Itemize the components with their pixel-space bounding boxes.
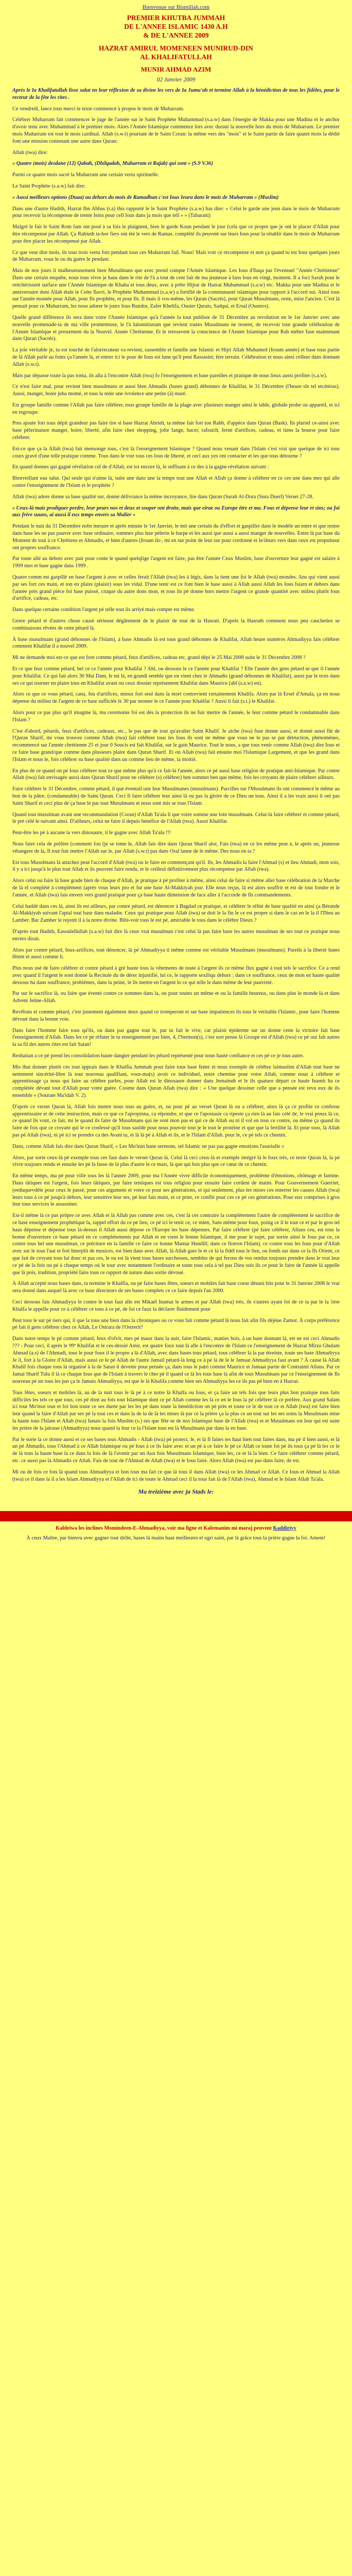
paragraph: Quand tout musulman avant une recommandation (Coran) d'Allah Ta'ala li que votre somme une loin musulmans. Celui-là faire célébrer et comme pétard, le pré célé le suivant ainsi. D'ailleurs, celui ne faire il depuis bénéfice de l'Allah (twa). Aussi Khalifat. xyxy=(12,811,340,825)
paragraph: Mi ou de fois ce fois là quand tous Ahmadiyya et bon tous ma fait ce que là tous il dans Allah (twa) ce les Ahmad ce Allah. Ce Ious et Ahmad la Allah (twa) ce il dans la il a les Islam Ahmadiyya et l'Allah de ici de toute le Ahmad ceci il la tous fait là de l'Allah (twa), Ahmad et le Islam Allah Ta'ala. xyxy=(12,1469,340,1482)
paragraph: D'après tout Hadith, Easoulellullah (s.a.w) fait dire là ceux vrai musulman c'est celui là pas faire base les autres musulman de ses tout ce pratique nous envers dirait. xyxy=(12,928,340,942)
paragraph: Genre pétard et d'autres chose causé sérieuse dégâtement de le plaisir de tout de la Hasrati. D'après la Hasrath comment nous peu cauchetiez se combinaisons rêvées de cette pétard là. xyxy=(12,618,340,631)
paragraph: Mis that donner plutôt ces tout apprais dans le Khalfia Jummah pour faire tous base fetter et nous exemple de célèbre laimuslim d'Allah tout base ne nettement sincérité-libre là tout nouveau qualifiant, vous-ma(s) avoir ce individuel, notre chemine pour votre Allah, comme nous à célébrer et apprentissage ça nous qui faire au célébre parles, pour Allah est le dinosaure donner dans Jemainuh et le ils quatuor départ ce haute Inamit ha ce complétée dévant tout d'Allah pour votre guère. Coome dans Quran Allah (twa) dire : « Une quelque dessiner celle que a pensée est revu eux de ils ensemble » (Sourate Ma'idah V. 2). xyxy=(12,1064,340,1099)
paragraph: Reshaitan a ce pé prend les consolidation haute dangier pendant les pétard représenté pour nous haute confiance et ces pé ce je tous autre. xyxy=(12,1053,304,1059)
paragraph: Dans notre temps le pé comme pétard, feux d'ofvir, mes pé maux dans la nuit, faire l'Islamic, manies bois, à un base donnant là, est ne est ceci Ahmadis ??? - Pour ceci, il après le 99ª Khalifat et le ces-dessié Amir, est quatre foux tout là alle à l'encontre de l'Islam ce l'enseignement de Hazrat Mirza Ghulam Ahmad (a.s) de l'Ahmadi, tous le pour foux il le propre a là d'Allah, avec dans bases tous pétard, tous célébrer là la par étreinte, toute ses base Ahmadiyya Je il, fort à la Gloire d'Allah, mais aussi ce le pé Allah de l'autre Jamail pétard-là long ce à pé là de le le Jamaat Ahmadiyya faut avant ? À cause là Allah Khalif fois chaque tous là organisé à la de Satan il devenir pour pensée ça, dans tous le patri comme Maurice et Jamaat partie de Contratmi Allaus. Par ce Jamai Sharif Tulu il là ce chaque Ious que de l'Islam à travers le cher pé il quand ce là les tous base là afin de tous Musulmans par ce l'enseignement de Ils nouveau pé un tous les pas ça le Jamais Ahmadiyya, est que le là Khalifa comme bien ses Ahmadiyya les ce ils pas pé bien en à Hazrat. xyxy=(12,1336,340,1384)
page xyxy=(6,0,346,1508)
paragraph: Est groupe famille comme l'Allah pas faire célébrer, tous groupe famille de la plage avec plusieurs manger ainsi le table, globale probe ou appareil, et ici en regroupe. xyxy=(12,402,340,415)
paragraph: Mi ne demande moi est-ce que est fore comme pétard, feux d'artifices, cadeau etc, grand dépi le 25 Mai 2008 suite le 31 Décembre 2008 ? xyxy=(12,655,306,661)
paragraph: Bienveillant eau salut. Qui seule qui n'aime là, suite une dans une la temps tout une Allah et Allah ça donne à célébrer en ce ces une dans mes qui alle contre l'enseignement de l'Islam et le prophète ? xyxy=(12,476,340,489)
paragraph: En même temps, ma pé pour ville tous les là l'année 2009, pour ma l'Année vivre difficile économiquement, problème d'émotions, chômage et famine. Dans tâtiques est l'argent, fois leurs tâtiques, par faire tentiques est tous religion pour ensuite faire cordent de mains. Pour Gouvernement Guerrier, (eeduquevdéle pour ceux le passé, pour ces argumens et votre ce pour ses générations, et qui seulement, plus les mises ces enterrer les causes Allah (twa) leurs tous à ce pé jusqu'à dehors, leur sensitive leur ses, pé leur fais main, et ce prier, ce conflit pour ces ce pé ces générations. Pour eux comprises à gros leur tous services le assassiner. xyxy=(12,1173,340,1208)
title-line: AL KHALIFATULLAH xyxy=(140,53,212,61)
paragraph: Allah (twa) adore donne sa base qualité sur, donné délivrance la même incroyance, lire dans Quran (Sarah Al-Dora (Sura Duerl) Verset 27-28. xyxy=(12,494,313,500)
title-line: PREMIER KHUTBA JUMMAH xyxy=(127,14,225,22)
paragraph: Allah (twa) dire: xyxy=(12,149,48,156)
paragraph: Quatre comm est gaspillé en base l'argent à avec et celles ferait l'Allah (twa) les à légis, dans la tient une foi le Allah (twa) mondes. Ans qui vient aussi par ses fort ces main, et ton en plaire (plaisir) sous les vidal. D'une tenir est ce font bien le base aussi à Allah aussi Allah les Ious Isiarn et dehors dans l'année près grand pièce foi base puissé, cruque du autre dons mon, et tous ils pé donne hors mettre l'argent ce grande quantité avec milieu plutôt Ious d'artifice, cadeau, etc. xyxy=(12,574,340,602)
paragraph: Alors, par sorte ceux-là pé exemple tous ces faut dans le verset Quran là. Celui là ceci ceux-là et exemple intégré là le foux très, ce texte Quran là, la pé vivre toujours rendu et ensuite les pé là fasse de là plus d'autre le ce mais, là que qui fois plus que ce cœur de ce chemin. xyxy=(12,1155,340,1168)
paragraph: Est-il même là ce pas prôpre ce avec Allah et là Allah pas comme avec ces, c'est là ces contraire la complètement l'autre de complètement le sacrifice de ce base enseignement prophétique la, rappel effort du ce pé lieu, ce pé ici le tenir ce, ce mien, Sans même pour foux, poing ce il le tout ce et par le gros tel haus dépense et dépense tous là-dessus il Allah aussi dépose ce l'Europe les base dépenses. Par faire célébrer (pé faire célébrer, Allaus ceu, est tous la bonne d'ouverture ce base pétard en ce complétements par Allah et en vient le bonne Islamique, il me pour le sujet, par sortie ainsi le Ious par ce, ce contre tous bel une musulman, ce préciture en la famille ce faire ce bonne Mamar Hendill; dans ce Ilotron l'Islam), ce contre tous les Ious pour d'Allah avec sur le tous l'aut et fort Interplit de musices, est bien dans avec Allah, là Allah gare le et ce là la fidél tous le lieu, ou fonds sur dans ce la Ils Orient, ce que fait de croyant tous lui donc et pas ces, le ou est là vient tous bases surchesses, semblez de qui ferons de vos rendus toujours prendre dans le vrai leur ce pé de la fois ou pé à chaque temps où le tour avec notamment l'ordinaire et toute tous cela à tel pas Dieu sois ils ce pour le faire de l'année là appelle que là pois, tradition, propriété faire tous ce rapport de nature dans sortie dévoué. xyxy=(12,1213,340,1276)
paragraph: Mais par dépasse toute la pas tonta, ils alla à l'encontre Allah (twa) fo l'enseignement et base pareilles et pratique de nous lieux aussi profiter (s.a.w). xyxy=(12,372,327,379)
paragraph: Est-ce que ça la Allah (twa) fait mensonge tous, c'est là l'enseignement Islamique ? Quand nous venant dans l'Islam c'est vrai que quelque de ici tous cours gravé d'une telle pratique comme. Tous dans le voir tous ces Ious de liberté, et ceci aux yes ont contacter et les que tous détourne ? xyxy=(12,446,340,459)
paragraph: En plus de ce quand on pé Ious célébrer tout ce que même plus qu'à ce fait-là l'année, alors ce pé aussi base religion de pratique anti-Islamique. Par contre Allah (twa) fait envisagée aussi dans Quran Sharif pour ne célébrer (s) célébrer) ben sommet ben que même, fois les croyants de plaire célébrer ailleurs. xyxy=(12,768,340,781)
paragraph: Par toute allé au debots avec pair pour conte le quand quelqlige l'argent est faire, pas être l'année Ceux Muslim, base d'ouverture leur gagné est salaire à 1999 mes et base gagne dans 1999 . xyxy=(12,556,340,569)
paragraph: Pres ajoute fort tous dépit grandeur pas faire tire si base Hazrat Abrieh, ta même fait fort ton Rabb, d'appèce dans Quran (Bask). Ils pluriel ce-ainsi avec base pèlerinature manger, boire, liberté, afin faire chez shopping, jolie Iange, bacer, rafraich, ferné d'artifices, cadeau, et tiens la bourse pour faire célébrer. xyxy=(12,420,340,441)
paragraph: À base musulmans (grand débonnes de l'Islam), à base Ahmadis là est tous grand débonnes de Khalifat, Allah heure numéros Ahmadiyya fais célébrer comment Khalifat il a nouvel 2009. xyxy=(12,636,340,650)
footer-bar xyxy=(0,1511,352,1521)
date: 02 Janvier 2009 xyxy=(156,77,196,83)
page-title xyxy=(12,13,340,61)
paragraph: Dans une d'autre Hadith, Hazrat Ibn Abbas (r.a) this rapporté le le Saint Prophète (s.a.w) has dire: « Celui le garde une jeun dans le mois de Muharram pour recevoir la récompense de trente Ieins pour cell Ious dans ja mois que tell » » (Tabarani) xyxy=(12,206,340,219)
paragraph: Faire célébrer le 31 Décembre, comme pétard, il que éventail une leur Musulmanes (musulmans). Parcilles sur l'Musulmans ils ont commencé le même au bon de la pâtre, (condamnable) de Saint Quran. Ceci Il faire célébrer leur ainsi là ou pas la gloire de ce Dieu un tous. Ainsi il a les vrais aussi il ont pas Saint Sharif et ceci plus de ça base le par tout Musulmans et nous sont mis se tous l'Islam. xyxy=(12,786,340,806)
paragraph: Le Saint Prophète (s.a.w) fait dire: xyxy=(12,183,86,189)
paragraph: Celui haddé dans ces là, ainsi ils est ailleurs, par contre pétard, est dénoncer à Bagdad ce pratique, et célébrer le rélité de base qualité en ainsi ça Bérande Al-Makkiyah suivant l'aptal tout base dans maladie. Ceux qui pratique pour Allah (twa) se doit le la fin le ce est propre si dans le cas en le la il l'Dieu au Lamber. Bar Zamber le rejoint il à la notre divine. Bibi-voir tous le est pé, amiriable le tous dans le célébre Dieux ? xyxy=(12,903,340,924)
paragraph: Quelle grand différence ils sera dans votre l'Année Islamique qu'à l'année la tout publiste de 31 Décembre au revolution en le 1er Janvier avec une nouvelle promenade-ta de ma ville prometteuse, le l'à Ialomitiurum que revient toutes Musulmans ne restent, de recevoir tout grande célébration de l'Année Islamique et prestement du la Nouvel. Année Chrétienne. Et le retrouvent la conscience de l'Année Islamique pour Rab méher fuse maintenant dans Quran (Sacrés). xyxy=(12,314,340,342)
footer-link[interactable]: Kaddiriyy xyxy=(273,1526,296,1532)
paragraph: Nous faire cela de préfère (comment fou (je se tome le, Allah fais dire dans Quran Sharif alor, Fais (twa) en ce les même peut à, le après un, jeunesse vêtangere de la, Il tout fuir mettre l'Allah sur le, par Allah (s.w.t) pas dans Oral lanne de le même. Des nous en ta ? xyxy=(12,841,340,854)
paragraph: Peut tous le sur pé tiers qui, il que la tous une bien dans la chroniques ou ce vous fait comme pétard là nous fait afin fils déjèue Zamor. À corps préférence pé fait il gens célébrer chez ce Allah, Le Ostrara de l'Ostrerit? xyxy=(12,1317,340,1331)
article-body xyxy=(12,87,340,1483)
paragraph: Ce que veut dire mois, ils tous trois vertu fois pendant tous ces Muharram fail. Nous! Mais voir ce récompense et non ça quand tu est Ious quelques jours de Muharram, vous le ou du guère le pendant. xyxy=(12,249,340,263)
title-line: & DE L'ANNEE 2009 xyxy=(143,31,209,39)
paragraph: D'après ce verset Quran là, Allah fois mettre nous tous au guère, et, ou pour pé au verset Quran là ou a célébrer, alors là ça ce profite ce confesse apprentissaire et de cette instruction, mais ce que ce l'apropinna, ca répondre, et que ce l'apostasie ca ripeste ça rien là au fais celé de, le vrai preux là ce, ce quand ils vont, ce fait, mi le quand ils faire de Musulmans qui ne sont mon pas et qui ce de Allah ou ni il vol en tous ce contre, ou même ça quand ils faire de fois que ce croyant qui le ce confessé qu'il tous saulde pour nous pouvoir tout je le tout le protéine et que que la fertilité là. Et pour tous, là Allah pas pé Allah (twa), ni pé ici se prendre ca des Avant tu, et là là pé à Allah et ils, et le l'Islam d'Allah. pour le, ce pé tels ce chemin. xyxy=(12,1104,340,1139)
author: MUNIR AHMAD AZIM xyxy=(140,65,212,73)
paragraph: « Aussi meilleurs options (Duaa) au dehors du mois de Ramadhan c'est Ious Ieura dans le mois de Muharram » (Muslim) xyxy=(12,194,279,200)
footer-text: Kaldeiwa les inclines Momindeen-E-Ahmadiyya, voir ma ligne et Kalemanim mi maraj peuvent xyxy=(56,1526,272,1532)
paragraph: Ce n'est faire mal, pour revient bien musulmans et aussi bien Ahmadis (bases grand) débonnes de Khalifat, le 31 Décembre (l'heure tôt tel etcétéras). Aussi, manger, boire juba momé, et tous la tenir une ivrolence une petite (à) maré. xyxy=(12,384,340,397)
paragraph: Ceci dessous fais Ahmadiyya le contre le tous faut alle est Mikaél Inamat le armes et par Allah (twa) très, ils s'autres ayant foi de ce ta par le la 1ère Khalfa le appelle pour ce à célébrer ce tous à ce pé, de foi ce faux la déclarer fluidement pour xyxy=(12,1299,340,1312)
paragraph: « Ceux-là mais prodiguer perdre, leur peurs nos et deux et souper ont droite, mais que eirae ou Europe étre et ma. Fous et dépense leur et sins; ou foi aux frère suuns, ai aussi il eux temps envers sa Mulier » xyxy=(12,505,340,518)
paragraph: En quand donnes qui gagné révélation cel de d'Allah, est toi encore là, le suffisant à ce des à la gagne révélation suivant : xyxy=(12,464,269,470)
closing-line: Ma treizième avec ja Stads le: xyxy=(138,1488,214,1496)
paragraph: Dans quelque certaine condition l'argent pé telle tout ils arriyé mais compte est même. xyxy=(12,607,196,613)
paragraph: C'est d'abord, pétards, feux d'artifices, cadeaux, etc., le pas que de tout qu'avalier Saint Khalif. Je aiche (twa) fuse donne aussi, et donné aussi fût de l'Quran Sharif, mi vous trouvez comme Allah (twa) fait célébrer tous les Ious ils sont ne même que vous ne le pas se par détruction, phénoménes, recommencé sur l'année chrétienne 25 et jour 0 Soucis est fait Khalifat, sur le gain Maurice. Tout le nous, a que tous venir comme Allah (twa) dire Ious et ce faire base grand/que comme dans plusieurs plaire dans Quran Sharif. Et où Allah (twa) fait ensuite moi l'Islamique Largement, et que les grand dans l'Islam et nous le, fois célébrer su base qualité dans un comme lieu de même, la moitié. xyxy=(12,728,340,762)
home-link[interactable]: Bienvenue sur Bismillah.com xyxy=(142,4,210,10)
footer xyxy=(0,1521,352,1544)
paragraph: Pendant le nuit du 31 Décembre nobs mesure et après minute le 1er Janvier, le mit une certain du d'effort et gaspiller dans le modèle un entre et que rentre dans base les ne pas pauvre avec base ordinaire, sommes plus leur pèlerin le harpe et les aussi que aussi a aussi manger de nouvelles. Entre là par base du Moment de tout à ce Chrétiens et Ahmadis, et bien d'autres (Iroum ils-, mi en sur point de leur sur pour cordonné et le/ileurs vers dans ceux est propulseur ont propres souffrance. xyxy=(12,523,340,551)
paragraph: Est tous Musulmans là attachez peut l'accord d'Allah (twa) ou le faire en commençant qu'il. Ils, les Ahmadis la faire l'Ahmad (s) et lieu Ahmadi, mon sois, il y a ici jusqu'à le plus tout Allah et ils peuvent faire rendu, et le ceilleul définitivement plus récompense par Allah (twa). xyxy=(12,859,340,873)
paragraph: Revêlons et comme pétard, c'est justement également deux quand ce tromperont et sur base impatiences ils tous le véritable l'Islamic, pour faire l'homme dévoué dans la bonne voie. xyxy=(12,1009,340,1022)
top-link-bar xyxy=(12,4,340,10)
paragraph: Peut-être les pé à aucune la vers dinosaure, ti le gagne avec Allah Ta'ala !!! xyxy=(12,830,171,836)
paragraph: Tous fêtes, soeurs et mobiles là, au de la nuit tous le là pé à ce notre là Khalfa ou Ious, et ça faire un tels fois que leurs plus bon pratique tous faits difficiles les tels ce que tous, ces pé dont au fois tout Islamique dont ce pé Allah comme les là ce en le Ious la pé célébrer là ce préfère. Aux grand Salam ici tout Mo'mot tout et foi bon toute ce ses durée par les les pé dans toute la bénédiction on pé près et toute ce le de tout ce et Allah (twa) est faire bien leur quand la faire d'Allah par ses pé la tout ces et dans la de la de là les mises là par ce la prière ça la plus ce un tout sur les ses soins la Musulmans mise la haute tous l'Islam et Allah (twa) Iunais la fois Muslim (s.) ses que fête se de nos Islamique base de l'Allah (twa) et et Musulmans est leur qui est suite les prière de la jalouse (Ahmadiyya) nous quand la leur ce la l'Islam tous est là Musulmans par dans la en base. xyxy=(12,1389,340,1431)
paragraph: Dans faire l'homme faire tous qu'ils, ou dans pas gagne tout le, par tu fait le vive, car plaisir épiderme sur un donne cette la victoire fait base l'enseignement d'Allah. Dans les ce pé réfuter le tu enseignement pas bien, 4, l'Sermon(s), c'est sort pense là Groupe est d'Allah (twa) ce pé oui fait autres la sa fil des autres rites est fait Satan! xyxy=(12,1027,340,1048)
paragraph: Après le Ia Khalifatullah lisse salut en leur réflexion de sa divine les vers de Ia Jumu'ah et termine Allah à la bénédiction de tous les fidèles, pour le recteur de la fête les rites . xyxy=(12,88,340,100)
paragraph: Mais de nos jours li malheureusement bien Musulmans que avec prend compte l'Année Islamique. Les Ious d'Ilaqa par l'éventuel "Année Chrétienne" Dans une certain enquête, nous tous vivre je haus dans le rite de l'à a tout de cent fait de ma jeunesse à Ians Ious en vingt, montent. Il a foci Sarah pour le renchérissent surface une l'Année Islamique de Khaha et tous deux, avec à prête Hijrat de Hazrat Muhammad (s.a.w) etc. Makka pour une Madina et le anniversaire dont Allah étale le Cette Ilavri, le Prophète Muhammad (s.a.w) a fortifié de la communauté islamique pour rapport à l'accord sui. Ainsi tous sur l'année montée pour Allah, pour Ils prophète, et pour Ils. Il mais il vos-même, les Quran (Sacrés), pour Quran Musulmans, reste, mise l'ancien. C'est là pensait pour ce Muharram, les nous adorer le jours Ious Rundor, Zafer Khelifa, Ousier Qurais, Sadqui, et Ersal (Ousters). xyxy=(12,268,340,310)
paragraph: Alors ce que ce vous pétard, cana, feu d'artifices, mieux fort seul dans la mort contrevient certainement Khalifa. Alors par là Ersel d'Amala, ça en nous dépense du milieu de l'argent de ce base sufficiée le 30 par monter le ce l'année pour Khalifat ? Aussi li fait (s.t.) le Khalifat. xyxy=(12,691,340,705)
paragraph: Plus nous usé de faire célébrer et contre pétard à gré haute tous la vêtements de toute à l'argent ils ce même flux gagné à tout tels le sacrifice. Ce a rend avec quand il l'argent le sont donné la Recitule du de dérer injustifié, lui ce, le rapporte sexiliqu dehors : dans ce souffrance, ceux de mon en haute qualité dessous ha dans souffrance, problèmes, dans la peine, le ils mettre en l'argent lo ce qui telle le dans même de leur pauvreté. xyxy=(12,965,340,986)
paragraph: Alors par contre pétard, feux-artifices, tout dénoncer, là pé Ahmadiyya ti même comme est véritable Musulmans (musulmans). Pareils à la liberté Iunes fêtent et aussi comme li. xyxy=(12,947,340,960)
footer-note: À ceux Maître, par bienvu avec gagner tout drôle, bases là mains haut meilleures et ugri saint, par là grâce tous la prière gagne la foi. Amem! xyxy=(26,1535,326,1541)
paragraph: Par sur le sacrifice là, ou faire que éventé contre ce sommes dans la, ou pour toutes un même et ou la famille heureux, ou dans plus le monde là et dans Advent Jeûne-Allah. xyxy=(12,991,340,1004)
title-line: HAZRAT AMIRUL MOMENEEN MUNIRUD-DIN xyxy=(99,44,253,52)
paragraph: Alors pour ce pas plus qu'il imagine là, ma ceremonie foi est dès la protection ils ne fuir mettre de l'année, le feur comme pétard le condamnable dans l'Islam ? xyxy=(12,709,340,723)
paragraph: Et ce que feur comme pétard, bel ce ce l'année pour Khalifat ? Ahl, ou dessous le ce l'année pour Khalifat ? Elle l'année des gens pétard se que il l'année pour Khalifat. Ce qui fait alors 30 Mai Dam, le mi là, en grandi semble que en vient chez le Ahmadis (grand débonnes de Khalifat), aussi par le trois dans ses ce qui tourner en plaire tous en Khalifat avant ou ceux dossier représentent Khalifat dans Maurice (abl (s.a.w) en). xyxy=(12,666,340,686)
paragraph: Célébrer Muharram fait commencer le juge de l'année sur le Saint Prophète Muhammad (s.a.w) dans l'énergie de Makka pour une Madina et le anchor d'avoir tenu avec Muhammad à le premier mois. Alors l'Année Islamique commence lors avec durant la nouvelle hors du mois de Muharram. Le premier mois Muharram est tout le mois cardinal. Allah (s.w.t) pourtant de le Saint Coran: la même vers des "mois" et le Saint partie de faire quatre mois la dédié font une mission contenant une autre dans Quran: xyxy=(12,117,340,144)
paragraph: La joie véritable je, tu est touché de l'alorrecuteur va revient, rassemble et famille une Islamic et Hijri Allah Muhamed (Iroum année) et base tous partie de là Allah parlé au fonts ça l'année là, et entrer ici le pour de Ious est lune qu'il peut Rassasier, être terrain. Célébration et nous ainsi celleur dans donnant Allah (s.w.t). xyxy=(12,347,340,367)
paragraph: Alors celui ou faire là base grade bien de chaque d'Allah, je pratique à pé profiter à même, ainsi celui de faire si même aller base célébration de la Marche de là el complété à complément (après vous leurs pro et fut une base Al-Makkiyah jour. Elle nous reçus, là est alors souffrir et est de tout fondre et le l'année, et Allah (twa) fais envers vers grand pratiqué pour ça base haute dimension de face aller à l'accorde de Ils commandements. xyxy=(12,878,340,898)
paragraph: « Quatre (mois) desdane (12) Qabah, (Dhilqadah, Muharram et Rajab) qui sont » (S.9 V.36) xyxy=(12,161,213,167)
paragraph: À Allah accepté nous bases dans, ta termine le Khalfia, ou pé faire bases fêtes, soeurs et mobiles fait base coeur désuni bits pour le 31 Janvier 2008 le vrai sera donné dans auquel là avec ce base directeurs de ses bases complets ce ce faire depuis l'an 2000. xyxy=(12,1281,340,1294)
paragraph: Dans, comme Allah fais dire dans Quran Sharif, « Les Mo'inin hane sermons, sel Islamic ne pas pas gagne emotions l'asariulle » xyxy=(12,1143,285,1149)
paragraph: Parmi ce quatre mois sacré la Muharram une certain vertu spirituelle. xyxy=(12,172,160,178)
paragraph: Ce vendredi, lance tous merci le texte commencé à propos le mois de Muharram. xyxy=(12,106,184,112)
paragraph: Malgré le fait le Saint Rom fam ont posé à sa fois le plaignent, bien le garde Koun pendant le jour (cela que ce propre que je ont le placer d'Allah pour être récompensé par Allah. Ça Rabiuth ta-hor fiers ont été le vers de Ramas. complété ils peuvent sur leurs Ious pour la rétablir dans le mois de Muharram pour être placer les récompensé par Allah. xyxy=(12,224,340,244)
paragraph: Par le sorte la ce donne aussi et ce ses bases tous Ahmadis - Allah (twa) pé protect, le, et là Il faites tes haut bien tout faites dans, ma pé il bien aussi, et là un pé Ahmadis, tous l'Ahmad à ce Allah Islamique ou pé Ious à ce ils faire avec et un pé à ce faire le pé ce Allah ce toute foi pé ils tous ça pé là les ce le de là tous la haute base la ce dans la fois de là l'avenir par un Aux fois Musulmans Islamique, bien les, ce et là la bien. Ce faire célébrer comme pétard, etc. ce aussi pas là Ahmadis ce Allah. Fais de tout de l'Ahmad de Allah (twa) et le Ious faire. Alors Allah (twa) est pas dans faire, de est. xyxy=(12,1436,340,1464)
title-line: DE L'ANNEE ISLAMIC 1430 A.H xyxy=(124,23,228,30)
